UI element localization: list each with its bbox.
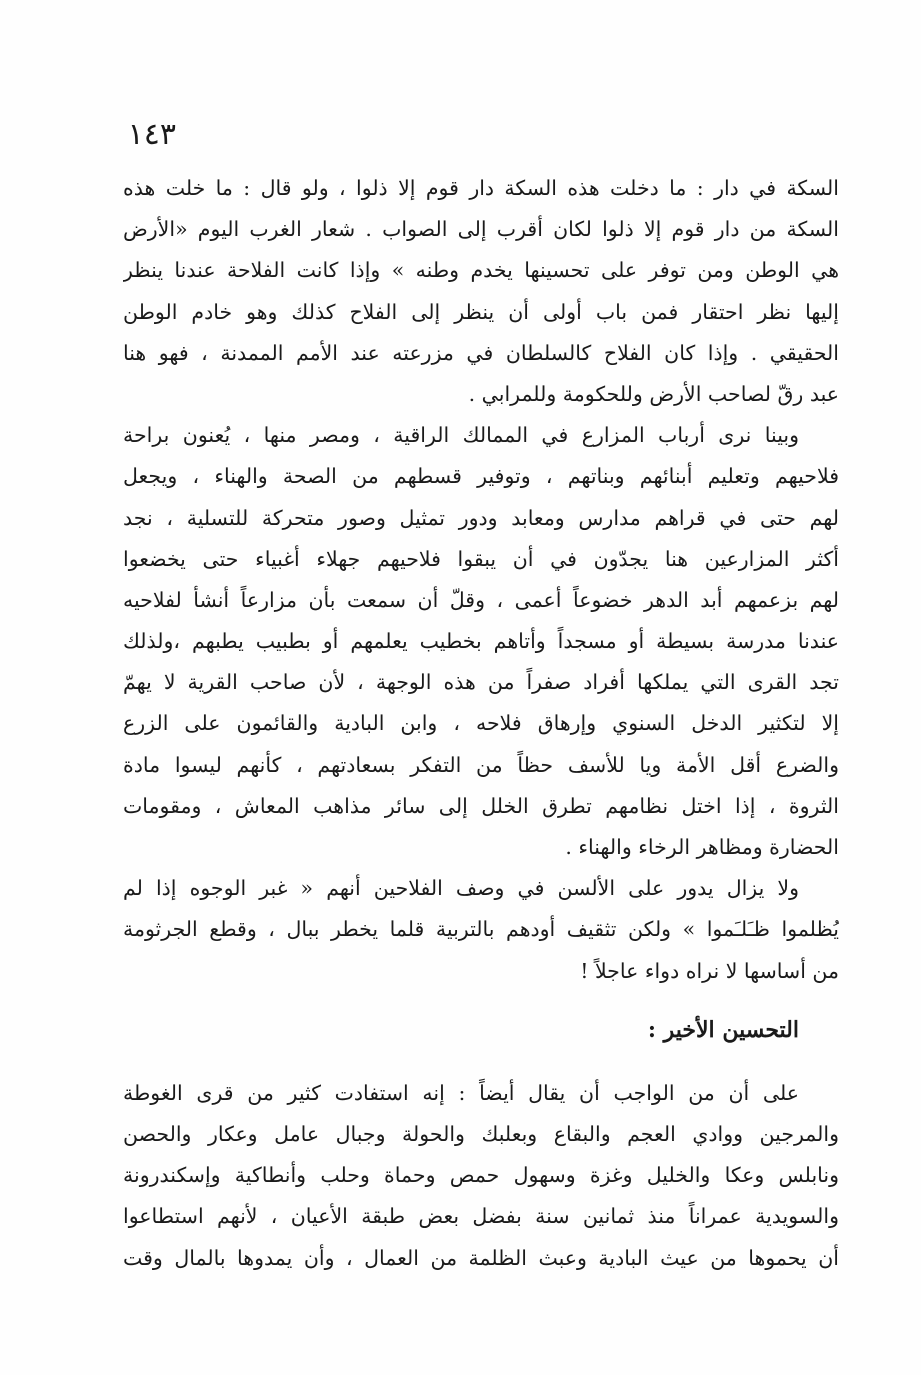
text-line: الثروة ، إذا اختل نظامهم تطرق الخلل إلى سائر مذاهب المعاش ، ومقومات xyxy=(123,793,839,818)
text-line: ونابلس وعكا والخليل وغزة وسهول حمص وحماة وحلب وأنطاكية وإسكندرونة xyxy=(123,1163,839,1188)
text-line: أن يحموها من عيث البادية وعبث الظلمة من العمال ، وأن يمدوها بالمال وقت xyxy=(123,1245,839,1270)
paragraph-3 xyxy=(123,868,839,992)
text-line: عندنا مدرسة بسيطة أو مسجداً وأتاهم بخطيب يعلمهم أو بطبيب يطبهم ،ولذلك xyxy=(123,629,839,654)
section-heading: التحسين الأخير : xyxy=(647,1016,799,1043)
text-line: يُظلموا ظـَلـَموا » ولكن تثقيف أودهم بالتربية قلما يخطر ببال ، وقطع الجرثومة xyxy=(123,917,839,942)
text-line: أكثر المزارعين هنا يجدّون في أن يبقوا فلاحيهم جهلاء أغبياء حتى يخضعوا xyxy=(123,546,839,571)
text-line: ولا يزال يدور على الألسن في وصف الفلاحين أنهم « غبر الوجوه إذا لم xyxy=(123,876,799,901)
text-line: من أساسها لا نراه دواء عاجلاً ! xyxy=(580,958,839,983)
text-line: لهم بزعمهم أبد الدهر خضوعاً أعمى ، وقلّ أن سمعت بأن مزارعاً أنشأ لفلاحيه xyxy=(123,587,839,612)
text-line: إليها نظر احتقار فمن باب أولى أن ينظر إلى الفلاح كذلك وهو خادم الوطن xyxy=(123,299,839,324)
text-line: والمرجين ووادي العجم والبقاع وبعلبك والحولة وجبال عامل وعكار والحصن xyxy=(123,1121,839,1146)
page-content xyxy=(123,168,839,1279)
text-line: والضرع أقل الأمة ويا للأسف حظاً من التفكر بسعادتهم ، كأنهم ليسوا مادة xyxy=(123,752,839,777)
paragraph-4 xyxy=(123,1073,839,1279)
text-line: تجد القرى التي يملكها أفراد صفراً من هذه الوجهة ، لأن صاحب القرية لا يهمّ xyxy=(123,670,839,695)
text-line: هي الوطن ومن توفر على تحسينها يخدم وطنه » وإذا كانت الفلاحة عندنا ينظر xyxy=(123,258,839,283)
text-line: السكة من دار قوم إلا ذلوا لكان أقرب إلى الصواب . شعار الغرب اليوم «الأرض xyxy=(123,217,839,242)
text-line: الحقيقي . وإذا كان الفلاح كالسلطان في مزرعته عند الأمم الممدنة ، فهو هنا xyxy=(123,340,839,365)
text-line: السكة في دار : ما دخلت هذه السكة دار قوم إلا ذلوا ، ولو قال : ما خلت هذه xyxy=(123,176,839,200)
paragraph-2 xyxy=(123,415,839,868)
page-number: ١٤٣ xyxy=(127,117,176,152)
text-line: عبد رقّ لصاحب الأرض وللحكومة وللمرابي . xyxy=(468,381,839,406)
text-line: لهم حتى في قراهم مدارس ومعابد ودور تمثيل وصور متحركة للتسلية ، نجد xyxy=(123,505,839,530)
text-line: فلاحيهم وتعليم أبنائهم وبناتهم ، وتوفير قسطهم من الصحة والهناء ، ويجعل xyxy=(123,464,839,489)
text-line: الحضارة ومظاهر الرخاء والهناء . xyxy=(565,835,839,859)
text-line: على أن من الواجب أن يقال أيضاً : إنه استفادت كثير من قرى الغوطة xyxy=(123,1080,799,1105)
paragraph-1 xyxy=(123,168,839,415)
text-line: وبينا نرى أرباب المزارع في الممالك الراقية ، ومصر منها ، يُعنون براحة xyxy=(123,423,799,448)
text-line: والسويدية عمراناً منذ ثمانين سنة بفضل بعض طبقة الأعيان ، لأنهم استطاعوا xyxy=(123,1204,839,1229)
text-line: إلا لتكثير الدخل السنوي وإرهاق فلاحه ، وابن البادية والقائمون على الزرع xyxy=(123,711,839,736)
